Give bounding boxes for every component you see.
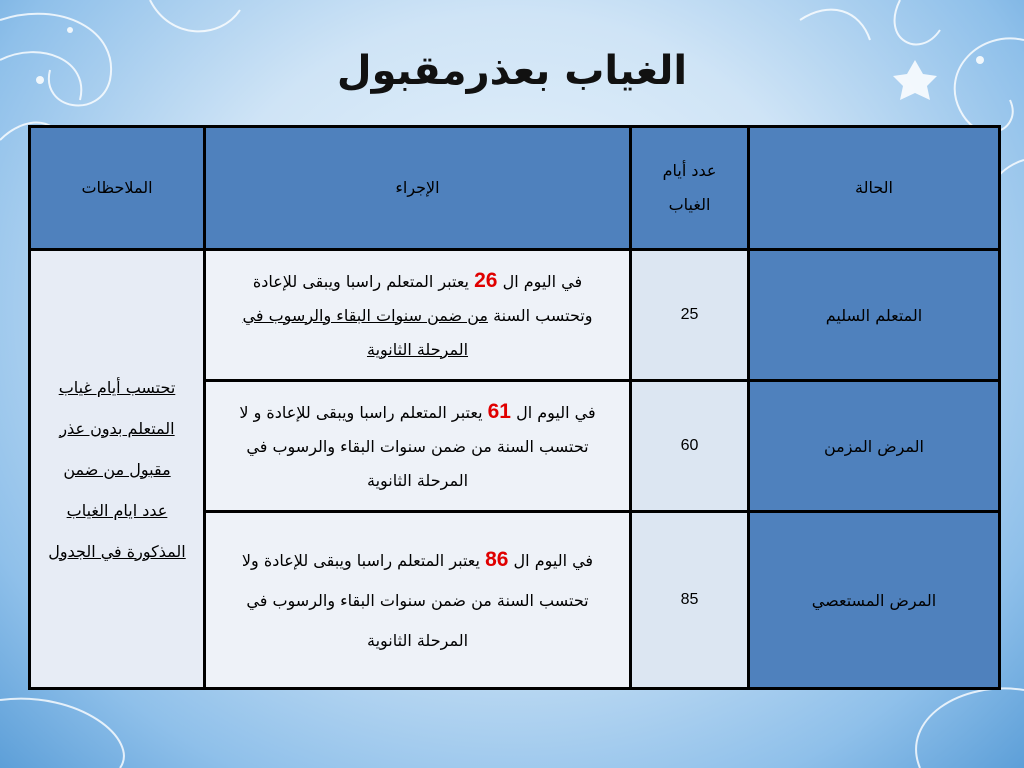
page-title: الغياب بعذرمقبول [336, 48, 688, 94]
days-cell: 60 [631, 381, 749, 512]
action-line1: يعتبر المتعلم راسبا ويبقى للإعادة [252, 271, 470, 291]
note-line5: المذكورة في الجدول [48, 541, 186, 561]
action-line1: يعتبر المتعلم راسبا ويبقى للإعادة ولا [241, 550, 480, 570]
action-day-number: 86 [485, 547, 509, 571]
action-line2: تحتسب السنة من ضمن سنوات البقاء والرسوب في [246, 590, 589, 610]
table-row [30, 250, 1000, 381]
case-cell: المرض المستعصي [749, 512, 1000, 689]
absence-table [28, 125, 1001, 690]
days-cell: 85 [631, 512, 749, 689]
header-case: الحالة [749, 127, 1000, 250]
action-day-number: 61 [487, 399, 511, 423]
action-line3: المرحلة الثانوية [366, 339, 469, 359]
notes-cell [30, 250, 205, 689]
header-days-line1: عدد أيام [662, 161, 717, 180]
header-action: الإجراء [205, 127, 631, 250]
case-cell: المرض المزمن [749, 381, 1000, 512]
action-line3: المرحلة الثانوية [366, 470, 469, 490]
action-line2a: وتحتسب السنة [493, 305, 593, 325]
header-days-line2: الغياب [668, 195, 711, 214]
action-cell [205, 381, 631, 512]
action-day-number: 26 [474, 268, 498, 292]
note-line4: عدد ايام الغياب [66, 500, 168, 520]
action-cell [205, 250, 631, 381]
action-prefix: في اليوم ال [513, 550, 594, 570]
days-cell: 25 [631, 250, 749, 381]
action-line2b: من ضمن سنوات البقاء والرسوب في [242, 305, 488, 325]
action-line2: تحتسب السنة من ضمن سنوات البقاء والرسوب في [246, 436, 589, 456]
note-line3: مقبول من ضمن [63, 459, 171, 479]
action-line1: يعتبر المتعلم راسبا ويبقى للإعادة و لا [239, 402, 483, 422]
header-notes: الملاحظات [30, 127, 205, 250]
table-header-row [30, 127, 1000, 250]
header-absence-days [631, 127, 749, 250]
action-cell [205, 512, 631, 689]
action-prefix: في اليوم ال [516, 402, 596, 422]
case-cell: المتعلم السليم [749, 250, 1000, 381]
note-line1: تحتسب أيام غياب [58, 377, 176, 397]
action-prefix: في اليوم ال [502, 271, 583, 291]
note-line2: المتعلم بدون عذر [59, 418, 175, 438]
action-line3: المرحلة الثانوية [366, 630, 469, 650]
